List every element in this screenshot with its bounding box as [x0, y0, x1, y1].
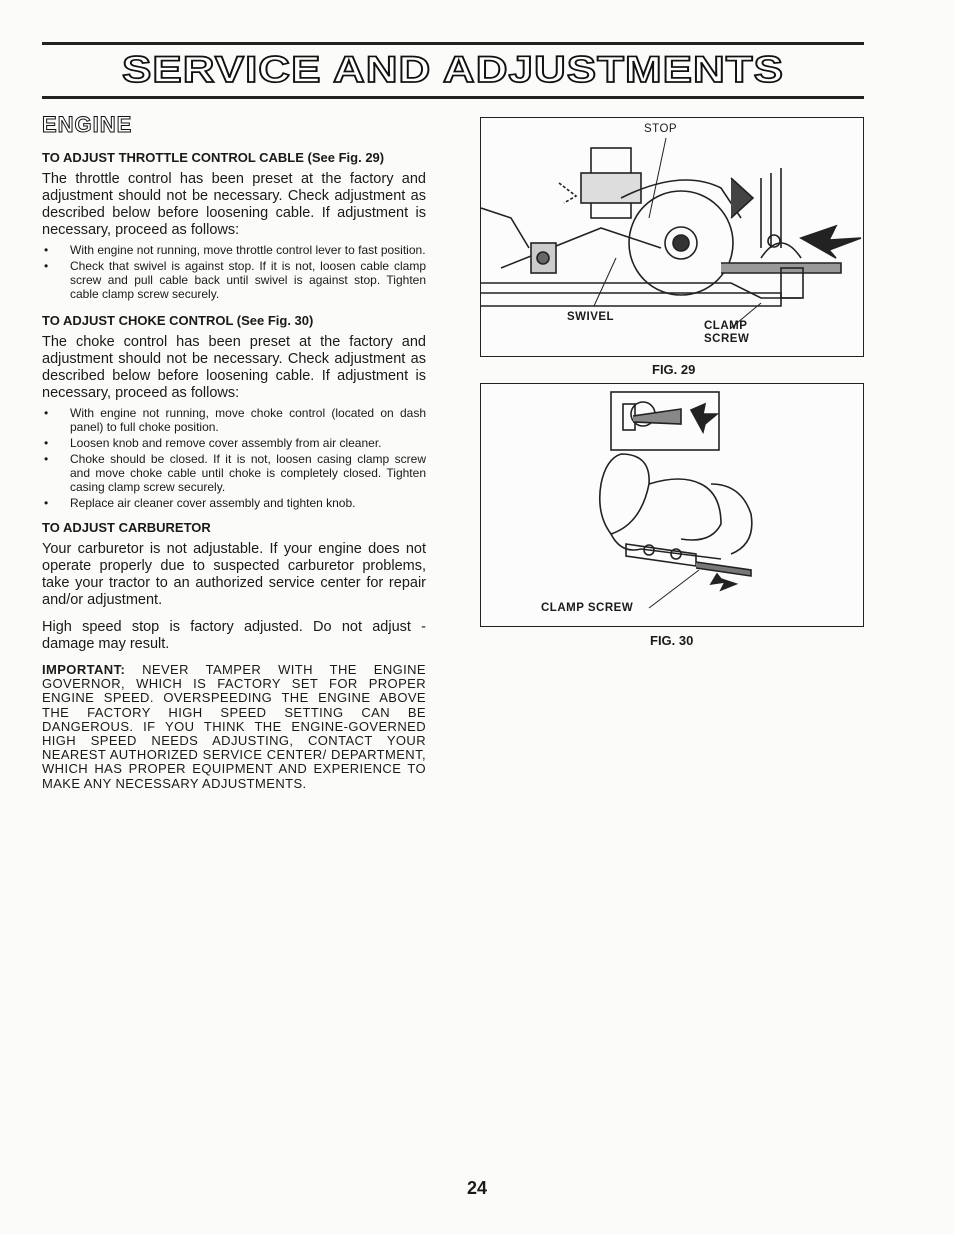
list-item: • With engine not running, move throttle control lever to fast position.	[42, 243, 426, 257]
clamp-label: CLAMP	[704, 320, 748, 332]
throttle-heading: TO ADJUST THROTTLE CONTROL CABLE (See Fig. 29)	[42, 150, 385, 165]
choke-heading: TO ADJUST CHOKE CONTROL (See Fig. 30)	[42, 313, 314, 328]
throttle-steps	[42, 243, 426, 301]
important-label: IMPORTANT:	[42, 662, 126, 677]
page-title: SERVICE AND ADJUSTMENTS	[122, 48, 784, 91]
list-item: • Choke should be closed. If it is not, loosen casing clamp screw and move choke cable until choke is completely closed. Tighten casing clamp screw securely.	[42, 452, 426, 494]
clamp-screw-label: CLAMP SCREW	[541, 602, 634, 614]
list-item: • Check that swivel is against stop. If it is not, loosen cable clamp screw and pull cable back until swivel is against stop. Tighten cable clamp screw securely.	[42, 259, 426, 301]
page-number: 24	[466, 1178, 488, 1198]
section-title: ENGINE	[42, 112, 133, 137]
stop-label: STOP	[644, 123, 678, 135]
figure-29	[480, 117, 864, 357]
left-column	[42, 112, 426, 791]
carburetor-heading: TO ADJUST CARBURETOR	[42, 520, 211, 535]
figure-29-caption: FIG. 29	[652, 362, 696, 377]
choke-cable-illustration	[481, 384, 863, 626]
figure-30	[480, 383, 864, 627]
throttle-intro: The throttle control has been preset at the factory and adjustment should not be necessary. Check adjustment as described below before loosening cable. If adjustment is necessary, proceed as follows:	[42, 171, 426, 238]
important-text: NEVER TAMPER WITH THE ENGINE GOVERNOR, WHICH IS FACTORY SET FOR PROPER ENGINE SPEED. OVERSPEEDING THE ENGINE ABOVE THE FACTORY HIGH SPEED SETTING CAN BE DANGEROUS. IF YOU THINK THE ENGINE-GOVERNED HIGH SPEED NEEDS ADJUSTING, CONTACT YOUR NEAREST AUTHORIZED SERVICE CENTER/ DEPARTMENT, WHICH HAS PROPER EQUIPMENT AND EXPERIENCE TO MAKE ANY NECESSARY ADJUSTMENTS.	[42, 662, 426, 791]
screw-label: SCREW	[704, 333, 750, 345]
carburetor-para-1: Your carburetor is not adjustable. If your engine does not operate properly due to suspected carburetor problems, take your tractor to an authorized service center for repair and/or adjustment.	[42, 541, 426, 608]
swivel-label: SWIVEL	[567, 311, 615, 323]
header-rule-bottom	[42, 96, 864, 99]
list-item: • Replace air cleaner cover assembly and tighten knob.	[42, 496, 426, 510]
choke-intro: The choke control has been preset at the factory and adjustment should not be necessary. Check adjustment as described below before loosening cable. If adjustment is necessary, proceed as follows:	[42, 334, 426, 401]
throttle-cable-illustration	[481, 118, 863, 356]
list-item: • Loosen knob and remove cover assembly from air cleaner.	[42, 436, 426, 450]
choke-steps	[42, 406, 426, 510]
carburetor-para-2: High speed stop is factory adjusted. Do not adjust - damage may result.	[42, 619, 426, 652]
figure-30-caption: FIG. 30	[650, 633, 694, 648]
header-rule-top	[42, 42, 864, 45]
list-item: • With engine not running, move choke control (located on dash panel) to full choke position.	[42, 406, 426, 434]
important-notice	[42, 663, 426, 791]
